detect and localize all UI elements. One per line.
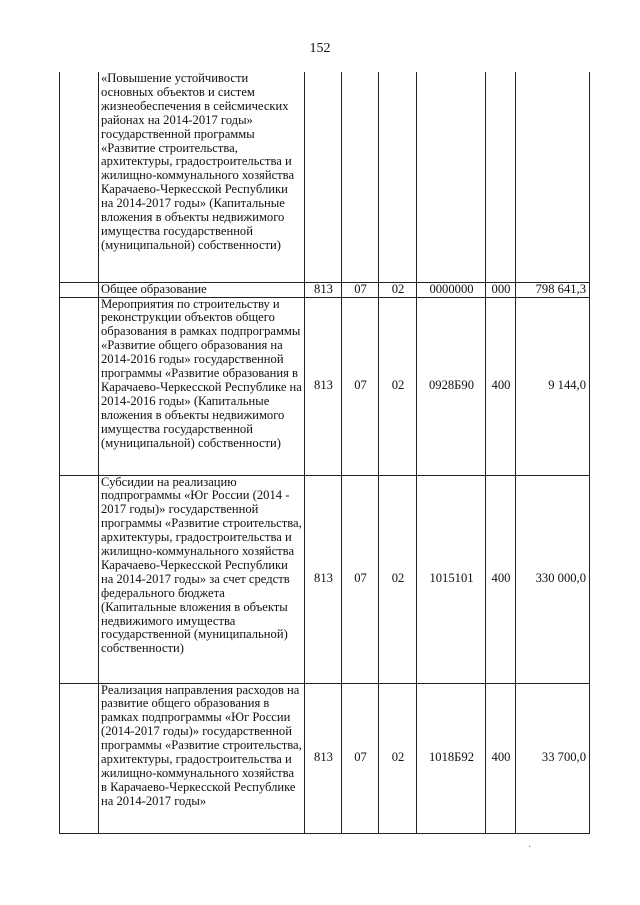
subsection-code: 02	[379, 297, 417, 475]
budget-table	[59, 72, 590, 834]
row-name: «Повышение устойчивости основных объектов и систем жизнеобеспечения в сейсмических районах на 2014-2017 годы» государственной программы «Развитие строительства, архитектуры, градостроительства и жилищно-коммунального хозяйства Карачаево-Черкесской Республики на 2014-2017 годы» (Капитальные вложения в объекты недвижимого имущества государственной (муниципальной) собственности)	[99, 72, 305, 282]
target-article-code: 1015101	[417, 475, 486, 683]
table-row	[60, 72, 590, 282]
ministry-code: 813	[305, 297, 342, 475]
row-name: Мероприятия по строительству и реконструкции объектов общего образования в рамках подпрограммы «Развитие общего образования на 2014-2016 годы» государственной программы «Развитие образования в Карачаево-Черкесской Республике на 2014-2016 годы» (Капитальные вложения в объекты недвижимого имущества государственной (муниципальной) собственности)	[99, 297, 305, 475]
section-code: 07	[342, 475, 379, 683]
ministry-code: 813	[305, 282, 342, 297]
scan-speck: ·	[528, 842, 532, 853]
target-article-code: 1018Б92	[417, 683, 486, 833]
expense-type-code: 400	[486, 475, 516, 683]
amount: 33 700,0	[516, 683, 590, 833]
amount: 330 000,0	[516, 475, 590, 683]
row-blank-cell	[60, 282, 99, 297]
table-row	[60, 297, 590, 475]
amount: 798 641,3	[516, 282, 590, 297]
target-article-code	[417, 72, 486, 282]
page-number: 152	[309, 41, 331, 56]
ministry-code	[305, 72, 342, 282]
row-name: Субсидии на реализацию подпрограммы «Юг России (2014 - 2017 годы)» государственной программы «Развитие строительства, архитектуры, градостроительства и жилищно-коммунального хозяйства Карачаево-Черкесской Республики на 2014-2017 годы» за счет средств федерального бюджета (Капитальные вложения в объекты недвижимого имущества государственной (муниципальной) собственности)	[99, 475, 305, 683]
subsection-code: 02	[379, 683, 417, 833]
table-row	[60, 683, 590, 833]
expense-type-code: 400	[486, 683, 516, 833]
row-blank-cell	[60, 475, 99, 683]
expense-type-code: 000	[486, 282, 516, 297]
target-article-code: 0000000	[417, 282, 486, 297]
ministry-code: 813	[305, 683, 342, 833]
section-code	[342, 72, 379, 282]
row-blank-cell	[60, 72, 99, 282]
row-blank-cell	[60, 297, 99, 475]
subsection-code: 02	[379, 282, 417, 297]
ministry-code: 813	[305, 475, 342, 683]
section-code: 07	[342, 297, 379, 475]
amount: 9 144,0	[516, 297, 590, 475]
subsection-code	[379, 72, 417, 282]
target-article-code: 0928Б90	[417, 297, 486, 475]
row-name: Реализация направления расходов на развитие общего образования в рамках подпрограммы «Юг России (2014-2017 годы)» государственной программы «Развитие строительства, архитектуры, градостроительства и жилищно-коммунального хозяйства в Карачаево-Черкесской Республике на 2014-2017 годы»	[99, 683, 305, 833]
section-code: 07	[342, 683, 379, 833]
table-row	[60, 475, 590, 683]
expense-type-code: 400	[486, 297, 516, 475]
expense-type-code	[486, 72, 516, 282]
table-row	[60, 282, 590, 297]
subsection-code: 02	[379, 475, 417, 683]
row-name: Общее образование	[99, 282, 305, 297]
row-blank-cell	[60, 683, 99, 833]
section-code: 07	[342, 282, 379, 297]
amount	[516, 72, 590, 282]
